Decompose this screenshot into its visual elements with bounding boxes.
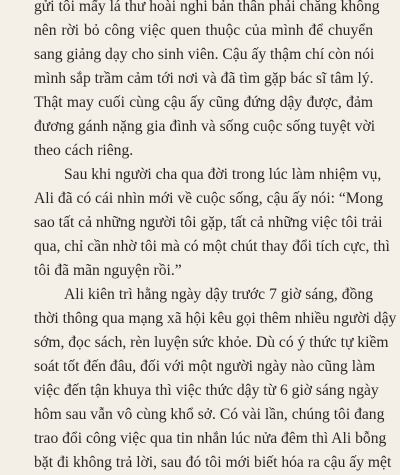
text-line: sớm, đọc sách, rèn luyện sức khỏe. Dù có ý thức tự kiềm <box>34 334 389 351</box>
text-line: qua, chỉ cần nhờ tôi mà có một chút thay đổi tích cực, thì <box>34 238 390 255</box>
text-line: trao đổi công việc qua tin nhắn lúc nửa đêm thì Ali bỗng <box>34 430 387 447</box>
text-line: mình sắp trầm cảm tới nơi và đã tìm gặp bác sĩ tâm lý. <box>34 70 374 87</box>
text-line: Sau khi người cha qua đời trong lúc làm nhiệm vụ, <box>64 166 382 183</box>
text-line: Thật may cuối cùng cậu ấy cũng đứng dậy được, đảm <box>34 94 373 111</box>
text-line: Ali đã có cái nhìn mới về cuộc sống, cậu ấy nói: “Mong <box>34 190 384 207</box>
text-line: soát tốt đến đâu, đối với một người ngày nào cũng làm <box>34 358 376 375</box>
text-line: tôi đã mãn nguyện rồi.” <box>34 262 182 279</box>
text-line: bặt đi không trả lời, sau đó tôi mới biết hóa ra cậu ấy mệt <box>34 454 392 471</box>
text-line: thời thông qua mạng xã hội kêu gọi thêm nhiều người dậy <box>34 310 397 327</box>
text-line: đương gánh nặng gia đình và sống cuộc sống tuyệt vời <box>34 118 376 135</box>
text-line: nên rời bỏ công việc quen thuộc của mình để chuyển <box>34 22 373 39</box>
text-line: việc đến tận khuya thì việc thức dậy từ 6 giờ sáng ngày <box>34 382 379 399</box>
text-line: Ali kiên trì hằng ngày dậy trước 7 giờ sáng, đồng <box>64 286 373 303</box>
text-line: theo cách riêng. <box>34 142 134 159</box>
text-line: sang giảng dạy cho sinh viên. Cậu ấy thậm chí còn nói <box>34 46 375 63</box>
text-line: hôm sau vẫn vô cùng khổ sở. Có vài lần, chúng tôi đang <box>34 406 385 423</box>
text-line: gửi tôi mấy lá thư hoài nghi bản thân phải chăng không <box>34 0 380 15</box>
text-line: sao tất cả những người tôi gặp, tất cả những việc tôi trải <box>34 214 383 231</box>
